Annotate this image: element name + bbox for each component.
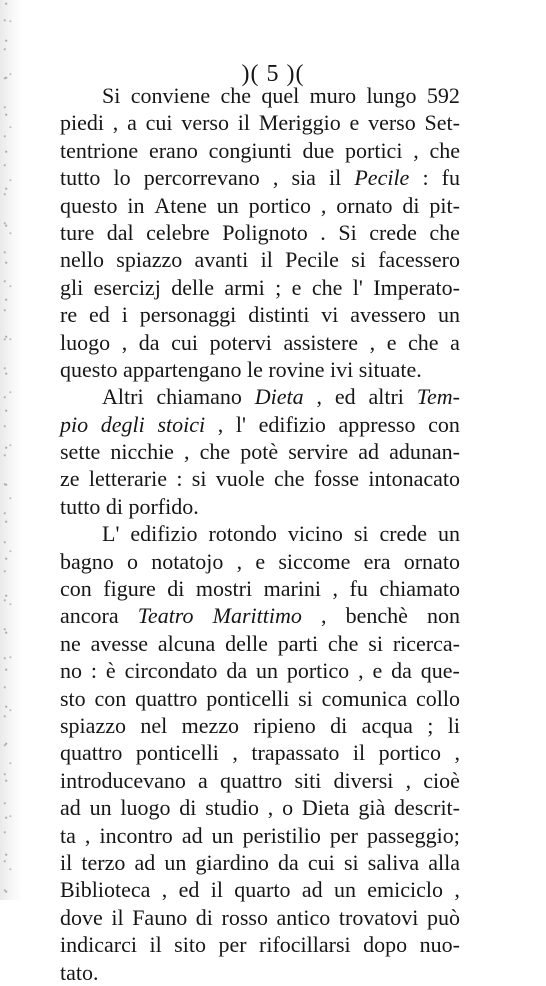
- word: ,: [316, 384, 323, 410]
- body-text: [60, 82, 460, 986]
- word: tato.: [60, 959, 99, 985]
- word: questo: [60, 192, 118, 218]
- word: ripieno: [253, 712, 316, 738]
- word: e: [372, 658, 383, 684]
- word: si: [298, 685, 313, 711]
- word: cui: [307, 849, 335, 875]
- word: .: [320, 219, 326, 245]
- word: muro: [309, 83, 357, 108]
- word: appresso: [338, 411, 416, 437]
- word: quattro: [219, 767, 283, 793]
- word: per: [329, 822, 358, 848]
- word: o: [282, 795, 294, 821]
- text-line: [60, 959, 460, 986]
- word: congiunti: [208, 137, 292, 163]
- word: che: [273, 466, 305, 492]
- word: quel: [261, 83, 300, 108]
- word: :: [176, 466, 183, 492]
- word: luogo: [60, 329, 111, 355]
- word: assistere: [283, 329, 359, 355]
- word: vi: [321, 302, 339, 328]
- word: intonacato: [368, 466, 460, 492]
- word: era: [363, 548, 391, 574]
- text-line: [60, 356, 460, 383]
- word: con: [94, 685, 127, 711]
- text-line: [60, 685, 460, 712]
- text-line: [60, 767, 460, 794]
- text-line: [60, 493, 460, 520]
- word: Meriggio: [258, 110, 341, 136]
- word: alla: [428, 849, 460, 875]
- word: lo: [113, 165, 131, 191]
- word: cioè: [423, 767, 460, 793]
- text-line: [60, 438, 460, 465]
- word: potervi: [209, 329, 272, 355]
- text-line: [60, 520, 460, 547]
- word: notatojo: [151, 548, 224, 574]
- word: che: [220, 83, 252, 108]
- word: che: [199, 439, 231, 465]
- word: nuo-: [419, 932, 460, 958]
- word: verso: [181, 110, 229, 136]
- word: saliva: [367, 849, 420, 875]
- word: ,: [272, 165, 279, 191]
- word: il: [260, 247, 273, 273]
- word: ;: [275, 274, 282, 300]
- text-line: [60, 712, 460, 739]
- word: dove: [60, 904, 103, 930]
- word: da: [226, 658, 248, 684]
- word: indicarci: [60, 932, 137, 958]
- word: rifocillarsi: [259, 932, 351, 958]
- word: :: [422, 165, 429, 191]
- word: giardino: [195, 849, 269, 875]
- word: ,: [369, 329, 376, 355]
- word: rovine: [268, 356, 331, 382]
- text-line: [60, 548, 460, 575]
- word: collo: [415, 685, 460, 711]
- word: e: [386, 329, 397, 355]
- word: da: [391, 658, 412, 684]
- word: ,: [413, 137, 419, 163]
- word: alcuna: [157, 630, 216, 656]
- word: trapassato: [251, 740, 340, 766]
- word: degli: [100, 411, 145, 437]
- word: porfido.: [128, 493, 199, 519]
- word: bagno: [60, 548, 114, 574]
- word: il: [352, 740, 366, 766]
- word: Altri: [102, 384, 144, 410]
- text-line: [60, 164, 460, 191]
- text-line: [60, 822, 460, 849]
- paper-specks: [2, 0, 16, 900]
- text-line: [60, 630, 460, 657]
- word: con: [60, 576, 92, 602]
- word: distinti: [248, 302, 310, 328]
- word: il: [329, 165, 342, 191]
- word: conviene: [130, 83, 211, 108]
- page-number: )( 5 )(: [241, 61, 305, 87]
- word: portico: [248, 192, 311, 218]
- word: il: [210, 877, 223, 903]
- word: a: [450, 329, 460, 355]
- word: comunica: [321, 685, 408, 711]
- word: marini: [263, 576, 322, 602]
- word: Pecile: [354, 165, 410, 191]
- word: può: [426, 904, 460, 930]
- word: tutto: [60, 165, 101, 191]
- word: si: [343, 849, 359, 875]
- word: edifizio: [130, 521, 198, 547]
- word: sette: [60, 439, 101, 465]
- word: il: [111, 904, 124, 930]
- text-line: [60, 575, 460, 602]
- word: ,: [112, 110, 119, 136]
- text-line: [60, 109, 460, 136]
- word: fu: [441, 165, 460, 191]
- word: ,: [320, 603, 327, 629]
- word: Atene: [154, 192, 207, 218]
- word: di: [105, 493, 129, 519]
- word: le: [246, 356, 269, 382]
- word: il: [149, 932, 162, 958]
- word: vuole: [215, 466, 265, 492]
- word: siti: [294, 767, 322, 793]
- text-line: [60, 465, 460, 492]
- text-line: [60, 82, 460, 109]
- word: delle: [171, 274, 214, 300]
- word: e: [349, 110, 360, 136]
- word: ,: [320, 192, 327, 218]
- word: ed: [89, 302, 110, 328]
- word: Fauno: [132, 904, 188, 930]
- text-line: [60, 192, 460, 219]
- word: armi: [224, 274, 265, 300]
- text-line: [60, 794, 460, 821]
- word: studio: [205, 795, 259, 821]
- word: potè: [240, 439, 279, 465]
- word: dal: [106, 219, 134, 245]
- word: che: [429, 219, 460, 245]
- word: ponticelli: [135, 740, 219, 766]
- word: figure: [103, 576, 156, 602]
- word: pit-: [429, 192, 460, 218]
- word: esercizj: [93, 274, 161, 300]
- text-line: [60, 849, 460, 876]
- word: ;: [427, 712, 434, 738]
- word: ad: [60, 795, 81, 821]
- word: celebre: [146, 219, 210, 245]
- word: ,: [184, 439, 190, 465]
- word: diversi: [333, 767, 394, 793]
- word: rotondo: [208, 521, 277, 547]
- word: chiamano: [156, 384, 242, 410]
- word: si: [191, 466, 207, 492]
- word: che: [429, 137, 460, 163]
- word: altri: [368, 384, 404, 410]
- word: gli: [60, 274, 84, 300]
- word: siccome: [278, 548, 351, 574]
- word: due: [302, 137, 335, 163]
- word: spiazzo: [60, 712, 126, 738]
- word: il: [237, 110, 251, 136]
- word: appartengano: [122, 356, 247, 382]
- word: un: [438, 521, 460, 547]
- word: da: [278, 849, 299, 875]
- word: :: [90, 658, 98, 684]
- word: tutto: [60, 493, 106, 519]
- word: antico: [276, 904, 331, 930]
- word: servire: [288, 439, 349, 465]
- text-line: [60, 137, 460, 164]
- word: percorrevano: [143, 165, 260, 191]
- word: piedi: [60, 110, 104, 136]
- word: Pecile: [285, 247, 339, 273]
- word: crede: [379, 521, 428, 547]
- word: fu: [349, 576, 368, 602]
- word: e: [291, 274, 302, 300]
- word: re: [60, 302, 78, 328]
- word: no: [60, 658, 82, 684]
- word: personaggi: [139, 302, 237, 328]
- word: nello: [60, 247, 104, 273]
- word: portico: [378, 740, 441, 766]
- word: un: [255, 658, 278, 684]
- word: trovatovi: [338, 904, 419, 930]
- word: quarto: [234, 877, 291, 903]
- word: rosso: [221, 904, 268, 930]
- word: acqua: [361, 712, 413, 738]
- word: cui: [145, 110, 173, 136]
- text-line: [60, 931, 460, 958]
- word: pio: [60, 411, 89, 437]
- word: emiciclo: [367, 877, 444, 903]
- word: ta: [60, 822, 76, 848]
- word: que-: [420, 658, 460, 684]
- word: ,: [267, 795, 274, 821]
- word: avesse: [90, 630, 149, 656]
- word: l': [352, 274, 363, 300]
- word: un: [216, 192, 239, 218]
- word: incontro: [99, 822, 173, 848]
- word: Biblioteca: [60, 877, 151, 903]
- word: dopo: [363, 932, 408, 958]
- word: peristilio: [242, 822, 321, 848]
- word: Si: [338, 219, 357, 245]
- word: l': [235, 411, 246, 437]
- word: un: [164, 849, 187, 875]
- word: ,: [236, 548, 243, 574]
- word: chiamato: [379, 576, 460, 602]
- word: portico: [286, 658, 350, 684]
- word: stoici: [157, 411, 206, 437]
- word: da: [138, 329, 160, 355]
- word: Dieta: [254, 384, 304, 410]
- word: di: [167, 576, 185, 602]
- word: che: [327, 630, 359, 656]
- word: ne: [60, 630, 81, 656]
- word: sto: [60, 685, 86, 711]
- word: ed: [334, 384, 356, 410]
- word: ze: [60, 466, 80, 492]
- word: nel: [140, 712, 168, 738]
- word: mostri: [195, 576, 253, 602]
- word: un: [333, 877, 356, 903]
- word: spiazzo: [116, 247, 183, 273]
- word: introducevano: [60, 767, 186, 793]
- word: per: [218, 932, 247, 958]
- text-line: [60, 657, 460, 684]
- word: sia: [291, 165, 316, 191]
- word: in: [127, 192, 145, 218]
- word: un: [89, 795, 112, 821]
- word: Si: [102, 83, 121, 108]
- word: Tem-: [416, 384, 460, 410]
- word: verso: [368, 110, 416, 136]
- word: a: [127, 110, 137, 136]
- text-line: [60, 602, 460, 629]
- text-line: [60, 246, 460, 273]
- word: parti: [277, 630, 319, 656]
- word: ,: [358, 658, 364, 684]
- word: quattro: [60, 740, 123, 766]
- word: ,: [232, 740, 238, 766]
- word: ed: [178, 877, 200, 903]
- word: a: [198, 767, 208, 793]
- word: tentrione: [60, 137, 139, 163]
- word: crede: [369, 219, 417, 245]
- word: ornato: [336, 192, 393, 218]
- word: li: [447, 712, 460, 738]
- text-line: [60, 301, 460, 328]
- word: con: [428, 411, 460, 437]
- text-line: [60, 411, 460, 438]
- word: questo: [60, 356, 123, 382]
- word: o: [127, 548, 138, 574]
- word: facessero: [378, 247, 460, 273]
- word: Set-: [424, 110, 460, 136]
- word: terzo: [81, 849, 126, 875]
- word: nicchie: [110, 439, 174, 465]
- word: ,: [84, 822, 91, 848]
- word: erano: [148, 137, 198, 163]
- word: ,: [454, 877, 460, 903]
- word: di: [330, 712, 348, 738]
- word: ponticelli: [206, 685, 290, 711]
- word: Teatro: [137, 603, 194, 629]
- word: ,: [161, 877, 168, 903]
- word: e: [255, 548, 266, 574]
- text-line: [60, 904, 460, 931]
- word: ricerca-: [392, 630, 460, 656]
- word: avanti: [194, 247, 249, 273]
- word: edifizio: [258, 411, 326, 437]
- word: ancora: [60, 603, 119, 629]
- word: ,: [121, 329, 128, 355]
- word: già: [358, 795, 386, 821]
- word: un: [211, 822, 234, 848]
- word: L': [102, 521, 120, 547]
- text-line: [60, 329, 460, 356]
- word: cui: [171, 329, 199, 355]
- word: non: [426, 603, 460, 629]
- word: si: [368, 630, 383, 656]
- word: ,: [332, 576, 339, 602]
- word: è: [105, 658, 116, 684]
- word: ,: [217, 411, 224, 437]
- page-gutter-shadow: [0, 0, 22, 900]
- word: ,: [454, 740, 460, 766]
- word: si: [353, 521, 369, 547]
- word: Polignoto: [222, 219, 308, 245]
- word: fosse: [313, 466, 360, 492]
- word: un: [437, 302, 460, 328]
- text-line: [60, 383, 460, 410]
- word: portici: [345, 137, 403, 163]
- word: sito: [174, 932, 206, 958]
- word: descrit-: [394, 795, 460, 821]
- word: benchè: [345, 603, 408, 629]
- word: il: [60, 849, 73, 875]
- text-line: [60, 219, 460, 246]
- word: ad: [358, 439, 379, 465]
- word: Dieta: [301, 795, 350, 821]
- word: i: [121, 302, 128, 328]
- text-line: [60, 739, 460, 766]
- word: lungo: [366, 83, 417, 108]
- word: avessero: [350, 302, 427, 328]
- word: che: [311, 274, 343, 300]
- word: ornato: [403, 548, 460, 574]
- word: passeggio;: [367, 822, 460, 848]
- word: che: [408, 329, 439, 355]
- word: luogo: [120, 795, 171, 821]
- word: ture: [60, 219, 95, 245]
- word: mezzo: [181, 712, 240, 738]
- word: di: [179, 795, 197, 821]
- word: adunan-: [389, 439, 460, 465]
- word: circondato: [124, 658, 218, 684]
- word: letterarie: [88, 466, 168, 492]
- word: Marittimo: [212, 603, 302, 629]
- word: ad: [181, 822, 203, 848]
- word: 592: [426, 83, 460, 108]
- word: di: [402, 192, 420, 218]
- word: ad: [134, 849, 156, 875]
- word: ,: [405, 767, 412, 793]
- word: Imperato-: [373, 274, 460, 300]
- word: quattro: [135, 685, 198, 711]
- word: vicino: [287, 521, 343, 547]
- word: si: [351, 247, 366, 273]
- text-line: [60, 274, 460, 301]
- word: di: [195, 904, 213, 930]
- word: ad: [301, 877, 323, 903]
- word: ivi: [330, 356, 359, 382]
- word: situate.: [358, 356, 422, 382]
- word: delle: [225, 630, 268, 656]
